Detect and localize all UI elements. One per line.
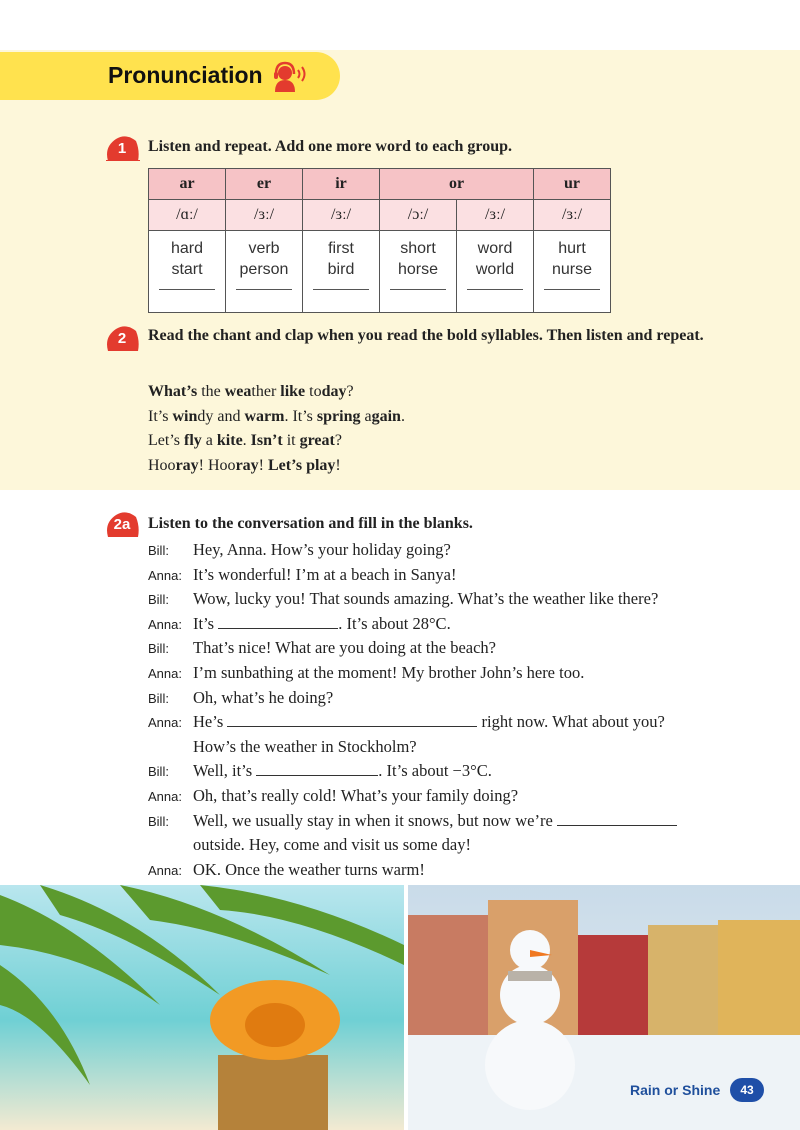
word-cell (380, 231, 457, 313)
header-er: er (226, 169, 303, 200)
dialog-text-part: OK. Once the weather turns warm! (193, 859, 425, 879)
chant-segment: . It’s (284, 407, 317, 425)
word: verb (248, 240, 280, 257)
dialog-text-part: That’s nice! What are you doing at the beach? (193, 638, 496, 658)
stressed-syllable: ray (235, 456, 259, 474)
chant-line (148, 429, 405, 454)
fill-in-blank[interactable] (227, 712, 477, 727)
word-cell (226, 231, 303, 313)
chant-segment: ! (258, 456, 268, 474)
word-cell (457, 231, 534, 313)
dialog-text (193, 737, 417, 757)
word: hard (170, 240, 204, 257)
word: short (400, 240, 436, 257)
answer-blank[interactable] (390, 289, 446, 290)
answer-blank[interactable] (236, 289, 292, 290)
dialog-text (193, 860, 425, 880)
ipa-cell: /ɜː/ (303, 200, 380, 231)
dialog-text-part: Well, we usually stay in when it snows, but now we’re (193, 810, 557, 830)
chant-segment: ! Hoo (198, 456, 236, 474)
word: person (239, 261, 289, 278)
header-ur: ur (534, 169, 611, 200)
stressed-syllable: win (172, 407, 198, 425)
exercise-2-badge: 2 (104, 325, 138, 351)
exercise-2a-badge: 2a (104, 511, 138, 537)
dialog-text-part: How’s the weather in Stockholm? (193, 736, 417, 756)
dialog-text (193, 589, 658, 609)
dialog-text-part: Hey, Anna. How’s your holiday going? (193, 540, 451, 559)
dialog-text (193, 565, 456, 585)
speaker-label: Bill: (148, 592, 169, 608)
table-ipa-row (149, 200, 611, 231)
stressed-syllable: Isn’t (250, 432, 283, 449)
word: word (477, 240, 513, 257)
word-cell (149, 231, 226, 313)
exercise-1-instruction: Listen and repeat. Add one more word to each group. (148, 138, 513, 155)
chant-segment: ! (335, 456, 341, 474)
dialog-text-part: I’m sunbathing at the moment! My brother John’s here too. (193, 662, 585, 682)
speaker-label: Anna: (148, 567, 182, 583)
chant-segment: it (282, 432, 300, 449)
dialog-text-part: Well, it’s (193, 761, 257, 781)
table-words-row (149, 231, 611, 313)
word: hurt (558, 240, 586, 257)
pronunciation-table (148, 168, 611, 313)
chant-line (148, 380, 405, 405)
dialog-text (193, 786, 518, 806)
chant-segment: Hoo (148, 456, 176, 474)
table-header-row (149, 169, 611, 200)
word: nurse (551, 261, 593, 278)
chant-segment: . (242, 432, 251, 449)
chant-line (148, 454, 405, 479)
fill-in-blank[interactable] (256, 761, 378, 776)
chant-text (148, 380, 405, 478)
stressed-syllable: fly (184, 432, 202, 449)
listening-headset-icon (270, 60, 310, 94)
speaker-label: Anna: (148, 715, 182, 731)
page-number: 43 (730, 1078, 764, 1102)
stressed-syllable: day (321, 383, 347, 400)
dialog-text-part: outside. Hey, come and visit us some day! (193, 835, 472, 855)
word: bird (327, 261, 355, 278)
header-ar: ar (149, 169, 226, 200)
dialog-text-part: right now. What about you? (477, 712, 665, 732)
speaker-label: Bill: (148, 543, 169, 558)
stressed-syllable: warm (244, 407, 285, 425)
chant-segment: Let’s (148, 432, 184, 449)
dialog-text (193, 688, 333, 708)
chant-segment: to (305, 383, 322, 400)
dialog-text (193, 540, 451, 560)
ipa-cell: /ɔː/ (380, 200, 457, 231)
ipa-cell: /ɜː/ (457, 200, 534, 231)
chant-segment: a (201, 432, 217, 449)
dialog-text (193, 614, 451, 634)
stressed-syllable: Let’s play (268, 456, 336, 474)
dialog-text-part: It’s (193, 613, 219, 633)
dialog-text-part: Wow, lucky you! That sounds amazing. What’s the weather like there? (193, 589, 659, 609)
exercise-2a-instruction: Listen to the conversation and fill in the blanks. (148, 515, 473, 532)
stressed-syllable: ray (175, 456, 199, 474)
answer-blank[interactable] (313, 289, 369, 290)
speaker-label: Bill: (148, 641, 169, 657)
stressed-syllable: What’s (148, 383, 198, 400)
unit-title: Rain or Shine (630, 1082, 721, 1098)
dialog-text-part: It’s wonderful! I’m at a beach in Sanya! (193, 564, 457, 584)
speaker-label: Anna: (148, 862, 182, 878)
ipa-cell: /ɜː/ (534, 200, 611, 231)
section-title: Pronunciation (108, 62, 263, 88)
answer-blank[interactable] (467, 289, 523, 290)
sunbather (210, 980, 340, 1130)
stressed-syllable: great (299, 432, 335, 449)
word: start (171, 261, 203, 278)
exercise-2-instruction: Read the chant and clap when you read the bold syllables. Then listen and repeat. (148, 327, 704, 344)
stressed-syllable: spring (316, 407, 361, 425)
ipa-cell: /ɜː/ (226, 200, 303, 231)
header-ir: ir (303, 169, 380, 200)
answer-blank[interactable] (159, 289, 215, 290)
word-cell (534, 231, 611, 313)
chant-segment: . (400, 407, 405, 425)
chant-segment: a (360, 407, 372, 425)
dialog-text (193, 811, 677, 831)
fill-in-blank[interactable] (557, 811, 677, 826)
dialog-text-part: Oh, what’s he doing? (193, 687, 334, 707)
dialog-text (193, 761, 492, 781)
header-or: or (380, 169, 534, 200)
answer-blank[interactable] (544, 289, 600, 290)
chant-line (148, 405, 405, 430)
word: first (328, 240, 354, 257)
speaker-label: Bill: (148, 690, 169, 706)
speaker-label: Anna: (148, 788, 182, 804)
dialog-text-part: Oh, that’s really cold! What’s your family doing? (193, 785, 519, 805)
chant-segment: ? (346, 383, 354, 400)
dialog-text (193, 638, 496, 658)
chant-segment: ? (334, 432, 342, 449)
chant-segment: ther (251, 383, 281, 400)
chant-segment: dy and (197, 407, 245, 425)
stressed-syllable: like (280, 383, 306, 400)
stressed-syllable: kite (216, 432, 243, 449)
dialog-text-part: . It’s about 28°C. (338, 613, 451, 633)
chant-segment: the (197, 383, 225, 400)
dialog-text-part: He’s (193, 712, 228, 732)
stressed-syllable: wea (224, 383, 252, 400)
chant-segment: It’s (148, 407, 173, 425)
dialog-text-part: . It’s about −3°C. (378, 761, 492, 781)
word: world (475, 261, 515, 278)
exercise-1-badge: 1 (104, 135, 138, 161)
speaker-label: Bill: (148, 764, 169, 780)
word-cell (303, 231, 380, 313)
ipa-cell: /ɑː/ (149, 200, 226, 231)
dialog-text (193, 663, 584, 683)
dialog-text (193, 712, 665, 732)
speaker-label: Bill: (148, 813, 169, 829)
fill-in-blank[interactable] (218, 614, 338, 629)
speaker-label: Anna: (148, 616, 182, 632)
dialog-text (193, 835, 471, 855)
speaker-label: Anna: (148, 665, 182, 681)
word: horse (397, 261, 439, 278)
stressed-syllable: gain (371, 407, 401, 425)
